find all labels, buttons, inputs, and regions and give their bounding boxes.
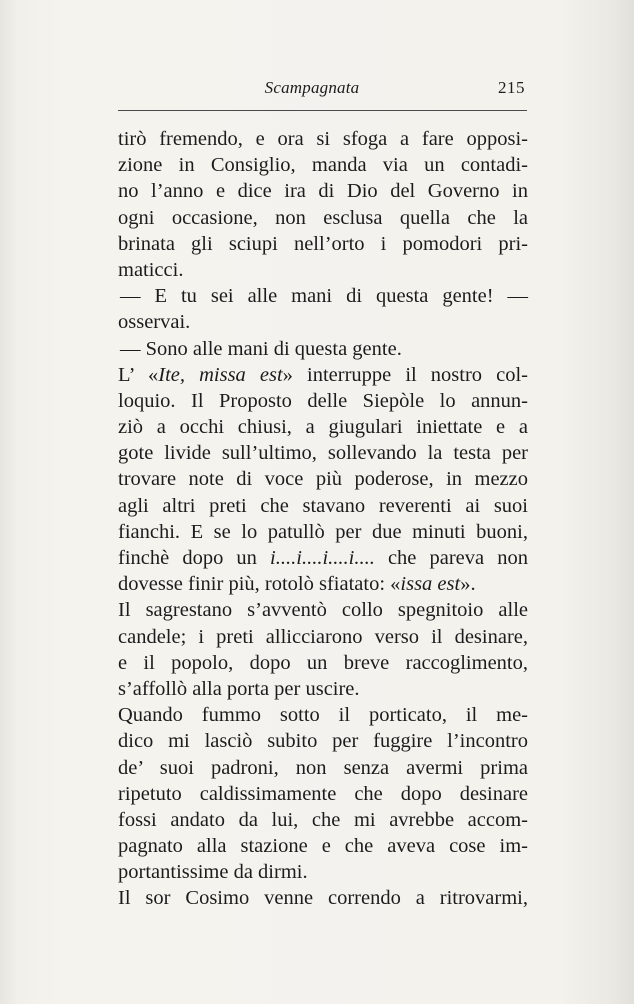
text-line: — Sono alle mani di questa gente. bbox=[120, 337, 402, 360]
header-rule bbox=[118, 110, 527, 111]
text-line: dico mi lasciò subito per fuggire l’incontro bbox=[118, 730, 528, 753]
text-line: trovare note di voce più poderose, in mezzo bbox=[118, 468, 528, 491]
text-line: fianchi. E se lo patullò per due minuti buoni, bbox=[118, 520, 528, 543]
latin-phrase: issa est bbox=[400, 573, 461, 596]
text-line: ogni occasione, non esclusa quella che la bbox=[118, 206, 528, 229]
text-line: candele; i preti allicciarono verso il desinare, bbox=[118, 625, 528, 648]
text-segment: che pareva non bbox=[374, 547, 528, 569]
text-line: portantissime da dirmi. bbox=[118, 861, 308, 884]
text-segment: dovesse finir più, rotolò sfiatato: « bbox=[118, 573, 401, 596]
text-segment: finchè dopo un bbox=[118, 547, 271, 569]
text-line: loquio. Il Proposto delle Siepòle lo annun- bbox=[118, 389, 528, 412]
text-line bbox=[118, 571, 528, 597]
text-line: maticci. bbox=[118, 258, 184, 281]
text-line: — E tu sei alle mani di questa gente! — bbox=[120, 285, 528, 308]
page-number: 215 bbox=[498, 78, 525, 97]
chant-syllables: i....i....i....i.... bbox=[270, 547, 375, 569]
text-segment: » interruppe il nostro col- bbox=[282, 363, 528, 386]
text-line: zione in Consiglio, manda via un contadi- bbox=[118, 154, 528, 177]
text-line: pagnato alla stazione e che aveva cose im- bbox=[118, 835, 528, 858]
text-segment: ». bbox=[460, 573, 476, 596]
text-line: agli altri preti che stavano reverenti ai suoi bbox=[118, 494, 528, 517]
text-line: Il sagrestano s’avventò collo spegnitoio alle bbox=[118, 599, 528, 622]
text-line bbox=[118, 362, 528, 388]
latin-phrase: Ite, missa est bbox=[158, 363, 283, 386]
text-line: Quando fummo sotto il porticato, il me- bbox=[118, 704, 528, 727]
text-line: gote livide sull’ultimo, sollevando la testa per bbox=[118, 442, 528, 465]
text-line: fossi andato da lui, che mi avrebbe accom- bbox=[118, 808, 528, 831]
text-line: tirò fremendo, e ora si sfoga a fare opposi- bbox=[118, 128, 528, 150]
text-line: osservai. bbox=[118, 311, 191, 334]
text-line: s’affollò alla porta per uscire. bbox=[118, 677, 360, 700]
text-segment: L’ « bbox=[118, 363, 159, 386]
text-line: brinata gli sciupi nell’orto i pomodori pri- bbox=[118, 232, 528, 255]
running-title: Scampagnata bbox=[264, 78, 360, 97]
text-line bbox=[118, 545, 528, 571]
running-head bbox=[117, 78, 527, 102]
text-line: ziò a occhi chiusi, a giugulari iniettate e a bbox=[118, 416, 528, 439]
text-line: e il popolo, dopo un breve raccoglimento, bbox=[118, 651, 528, 674]
text-line: ripetuto caldissimamente che dopo desinare bbox=[118, 782, 528, 805]
body-text bbox=[118, 126, 528, 912]
text-line: Il sor Cosimo venne correndo a ritrovarmi, bbox=[118, 887, 528, 910]
text-line: no l’anno e dice ira di Dio del Governo in bbox=[118, 180, 528, 203]
text-line: de’ suoi padroni, non senza avermi prima bbox=[118, 756, 528, 779]
